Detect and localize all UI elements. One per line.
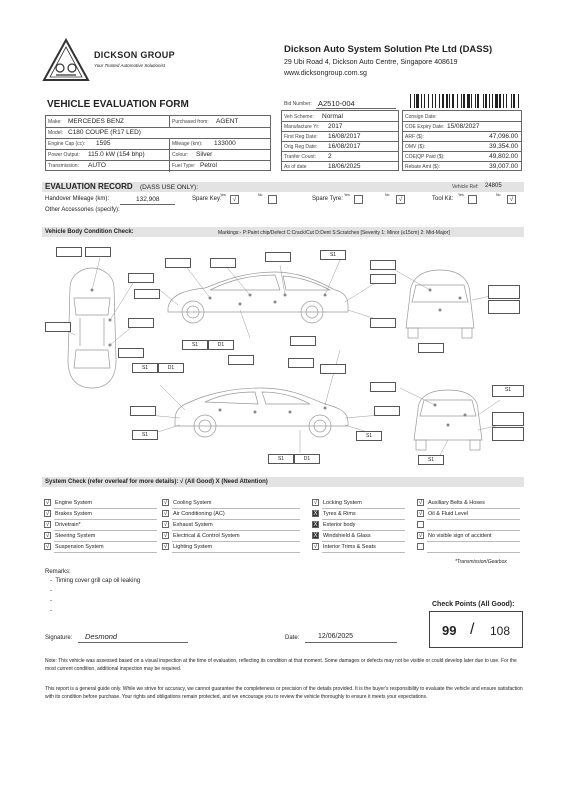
as-of-label: As of date — [284, 163, 307, 170]
coe-qp-value: 49,802.00 — [489, 152, 518, 160]
diagram-box[interactable] — [288, 358, 314, 368]
arf-label: ARF ($): — [405, 133, 424, 140]
evaluation-title-note: (DASS USE ONLY): — [140, 183, 199, 191]
diagram-box[interactable] — [228, 355, 254, 365]
note-1: Note: This vehicle was assessed based on a visual inspection at the time of evaluation, reflecting its condition at that moment. Some damages or defects may not be visible or could develop later due to use. For the most current condition, additional inspection may be required. — [45, 658, 517, 672]
system-check-label: Brakes System — [55, 510, 92, 517]
system-check-rule — [54, 541, 157, 542]
spare-key-yes-checkbox[interactable]: √ — [230, 195, 239, 204]
colour-label: Colour: — [172, 152, 189, 158]
financial-info — [402, 110, 522, 171]
engine-cap-value: 1595 — [96, 140, 111, 147]
handover-label: Handover Mileage (km): — [45, 196, 110, 202]
tool-kit-yes-checkbox[interactable] — [468, 195, 477, 204]
system-check-box[interactable]: √ — [418, 500, 423, 506]
diagram-box[interactable] — [128, 273, 154, 283]
veh-scheme-value: Normal — [322, 112, 343, 120]
damage-label-side2-right[interactable]: S1 — [356, 431, 382, 441]
diagram-box[interactable] — [492, 427, 524, 441]
omv-label: OMV ($): — [405, 143, 426, 150]
damage-label-side2-bottom-1[interactable]: S1 — [268, 454, 294, 464]
system-check-box[interactable]: √ — [45, 533, 50, 539]
diagram-box[interactable] — [320, 364, 346, 374]
diagram-box[interactable] — [488, 300, 520, 314]
system-check-label: Suspension System — [55, 543, 104, 550]
orig-reg-value: 16/08/2017 — [328, 142, 361, 150]
system-check-label: Electrical & Control System — [173, 532, 240, 539]
rebate-label: Rebate Amt ($): — [405, 163, 441, 170]
system-check-label: Exhaust System — [173, 521, 213, 528]
damage-label-side2-top-2[interactable]: D1 — [158, 363, 184, 373]
diagram-box[interactable] — [134, 289, 160, 299]
system-check-rule — [172, 541, 300, 542]
system-check-rule — [427, 519, 520, 520]
system-check-footnote: *Transmission/Gearbox — [455, 559, 507, 565]
diagram-box[interactable] — [418, 343, 444, 353]
body-check-markings: Markings:- P:Paint chip/Defect C:Crack/Cut D:Dent S:Scratches [Severity 1: Minor (≤15cm) 2: Mid-Major] — [218, 229, 450, 236]
vehicle-diagram — [40, 240, 525, 468]
consign-date-label: Consign Date: — [405, 113, 437, 120]
fuel-type-value: Petrol — [200, 162, 217, 169]
system-check-box[interactable]: √ — [163, 522, 168, 528]
barcode-bar — [475, 94, 476, 108]
diagram-box[interactable] — [118, 348, 144, 358]
company-website: www.dicksongroup.com.sg — [284, 70, 367, 77]
system-check-label: Windshield & Glass — [323, 532, 371, 539]
barcode-bar — [442, 94, 445, 108]
damage-label-side-bottom-1[interactable]: S1 — [182, 340, 208, 350]
engine-cap-label: Engine Cap (cc): — [48, 141, 86, 147]
car-front-view — [414, 390, 482, 450]
vehicle-ref-label: Vehicle Ref: — [452, 184, 479, 190]
damage-label-front-right[interactable]: S1 — [492, 385, 524, 397]
barcode-bar — [432, 94, 433, 108]
barcode-bar — [463, 94, 465, 108]
tool-kit-label: Tool Kit: — [432, 196, 454, 202]
signature-date: 12/06/2025 — [318, 633, 354, 640]
system-check-label: Auxiliary Belts & Hoses — [428, 499, 485, 506]
transmission-label: Transmission: — [48, 163, 79, 169]
vehicle-ref-value: 24805 — [485, 183, 502, 189]
system-check-box[interactable]: √ — [45, 500, 50, 506]
remarks-title: Remarks: — [45, 569, 71, 575]
transmission-value: AUTO — [88, 162, 106, 169]
barcode-bar — [483, 94, 484, 108]
system-check-box[interactable] — [417, 521, 424, 528]
diagram-box[interactable] — [492, 412, 524, 426]
barcode-bar — [489, 94, 490, 108]
spare-key-yes-label: Yes — [220, 193, 226, 197]
form-title: VEHICLE EVALUATION FORM — [47, 99, 189, 110]
system-check-box[interactable]: √ — [418, 511, 423, 517]
logo-text: DICKSON GROUP — [94, 50, 175, 60]
omv-value: 39,354.00 — [489, 142, 518, 150]
power-output-value: 115.0 kW (154 bhp) — [88, 151, 145, 158]
system-check-label: Lighting System — [173, 543, 213, 550]
remark-item: Timing cover grill cap oil leaking — [55, 578, 141, 584]
system-check-label: Steering System — [55, 532, 96, 539]
system-check-box[interactable]: X — [313, 511, 318, 517]
car-side-view-upper — [168, 272, 348, 323]
system-check-box[interactable]: √ — [45, 511, 50, 517]
barcode-bar — [492, 94, 493, 108]
damage-label-side2-left[interactable]: S1 — [132, 430, 158, 440]
manufacture-yr-value: 2017 — [328, 122, 343, 130]
system-check-rule — [322, 541, 405, 542]
body-check-title: Vehicle Body Condition Check: — [45, 228, 134, 235]
check-points-box — [429, 611, 523, 648]
system-check-rule — [322, 530, 405, 531]
barcode-bar — [499, 94, 501, 108]
system-check-rule — [427, 508, 520, 509]
purchased-from-value: AGENT — [216, 118, 239, 125]
diagram-box[interactable] — [130, 406, 156, 416]
as-of-value: 18/06/2025 — [328, 162, 361, 170]
orig-reg-label: Orig Reg Date: — [284, 143, 318, 150]
vehicle-info-left — [45, 115, 271, 171]
system-check-label: Air Conditioning (AC) — [173, 510, 225, 517]
barcode-bar — [477, 94, 479, 108]
system-check-rule — [54, 508, 157, 509]
spare-tyre-yes-checkbox[interactable] — [354, 195, 363, 204]
system-check-box[interactable]: √ — [313, 500, 318, 506]
spare-tyre-no-checkbox[interactable]: √ — [396, 195, 405, 204]
barcode-bar — [461, 94, 462, 108]
barcode-bar — [485, 94, 487, 108]
barcode-bar — [424, 94, 425, 108]
diagram-box[interactable] — [290, 336, 316, 346]
car-rear-view — [406, 270, 474, 338]
barcode-bar — [506, 94, 507, 108]
note-2: This report is a general guide only. While we strive for accuracy, we cannot guarantee the completeness or precision of the details provided. It is the buyer's responsibility to evaluate the vehicle and ensure satisfaction with its condition before purchase. Your rights and obligations remain protected, and we encourage you to review the vehicle thoroughly to ensure it meets your expectations. — [45, 686, 523, 700]
system-check-rule — [54, 552, 157, 553]
barcode — [410, 94, 520, 108]
arf-value: 47,096.00 — [489, 132, 518, 140]
model-label: Model: — [48, 130, 64, 136]
registration-info — [281, 110, 399, 171]
spare-tyre-label: Spare Tyre: — [312, 196, 343, 202]
system-check-rule — [427, 552, 520, 553]
barcode-bar — [457, 94, 458, 108]
purchased-from-label: Purchased from: — [172, 119, 209, 125]
coe-qp-label: COE|QP Paid ($): — [405, 153, 445, 160]
logo-tagline: Your Trusted Automotive Solutionist — [94, 63, 166, 68]
system-check-box[interactable]: √ — [45, 522, 50, 528]
diagram-box[interactable] — [85, 247, 111, 257]
other-accessories-label: Other Accessories (specify): — [45, 207, 120, 213]
diagram-box[interactable] — [265, 252, 291, 262]
system-check-box[interactable]: √ — [163, 511, 168, 517]
diagram-box[interactable] — [165, 258, 191, 268]
barcode-bar — [439, 94, 440, 108]
diagram-box[interactable] — [374, 406, 400, 416]
damage-label-side2-bottom-2[interactable]: D1 — [294, 454, 320, 464]
company-name: Dickson Auto System Solution Pte Ltd (DASS) — [284, 44, 493, 55]
spare-key-no-label: No — [258, 193, 263, 197]
system-check-box[interactable]: √ — [163, 500, 168, 506]
diagram-box[interactable] — [370, 260, 396, 270]
system-check-label: Locking System — [323, 499, 362, 506]
check-points-score: 99 — [442, 623, 457, 638]
car-top-view — [68, 268, 116, 388]
spare-tyre-yes-label: Yes — [344, 193, 350, 197]
car-side-view-lower — [175, 388, 348, 437]
system-check-box[interactable]: X — [313, 533, 318, 539]
spare-tyre-no-label: No — [385, 193, 390, 197]
system-check-rule — [322, 552, 405, 553]
system-check-box[interactable]: X — [313, 522, 318, 528]
diagram-box[interactable] — [45, 322, 71, 332]
transfer-count-label: Tranfer Count: — [284, 153, 317, 160]
barcode-bar — [518, 94, 519, 108]
model-value: C180 COUPE (R17 LED) — [68, 129, 141, 136]
system-check-label: Engine System — [55, 499, 92, 506]
system-check-box[interactable] — [417, 543, 424, 550]
colour-value: Silver — [196, 151, 213, 158]
diagram-box[interactable] — [56, 247, 82, 257]
system-check-rule — [172, 508, 300, 509]
spare-key-no-checkbox[interactable] — [268, 195, 277, 204]
tool-kit-yes-label: Yes — [458, 193, 464, 197]
barcode-bar — [467, 94, 470, 108]
system-check-title: System Check (refer overleaf for more details): √ (All Good) X (Need Attention) — [45, 478, 268, 485]
damage-label-front-bottom[interactable]: S1 — [418, 455, 444, 465]
system-check-rule — [54, 530, 157, 531]
transfer-count-value: 2 — [328, 152, 332, 160]
signature-name: Desmond — [85, 632, 118, 641]
system-check-box[interactable]: √ — [163, 533, 168, 539]
check-points-title: Check Points (All Good): — [432, 601, 515, 608]
system-check-box[interactable]: √ — [45, 544, 50, 550]
barcode-bar — [503, 94, 504, 108]
system-check-label: Exterior body — [323, 521, 356, 528]
date-label: Date: — [285, 635, 300, 641]
tool-kit-no-label: No — [496, 193, 501, 197]
signature-label: Signature: — [45, 635, 73, 641]
diagram-box[interactable] — [210, 258, 236, 268]
company-address: 29 Ubi Road 4, Dickson Auto Centre, Singapore 408619 — [284, 59, 458, 66]
bid-number-label: Bid Number: — [284, 101, 312, 107]
system-check-label: Oil & Fluid Level — [428, 510, 469, 517]
make-label: Make: — [48, 119, 62, 125]
diagram-box[interactable] — [488, 285, 520, 299]
barcode-bar — [471, 94, 472, 108]
coe-expiry-label: COE Expiry Date: — [405, 123, 445, 130]
mileage-value: 133000 — [214, 140, 236, 147]
rebate-value: 39,007.00 — [489, 162, 518, 170]
system-check-label: Tyres & Rims — [323, 510, 356, 517]
system-check-rule — [172, 530, 300, 531]
barcode-bar — [452, 94, 454, 108]
company-logo — [42, 38, 192, 84]
system-check-box[interactable]: √ — [418, 533, 423, 539]
check-points-total: 108 — [490, 624, 511, 638]
system-check-label: Drivetrain* — [55, 521, 81, 528]
system-check-rule — [172, 552, 300, 553]
diagram-box[interactable] — [370, 274, 396, 284]
damage-label-side2-top-1[interactable]: S1 — [132, 363, 158, 373]
fuel-type-label: Fuel Type: — [172, 163, 196, 169]
system-check-rule — [172, 519, 300, 520]
system-check-rule — [427, 530, 520, 531]
barcode-bar — [449, 94, 450, 108]
remarks-list: - Timing cover grill cap oil leaking - - - — [50, 578, 141, 614]
spare-key-label: Spare Key: — [192, 196, 222, 202]
system-check-label: Interior Trims & Seats — [323, 543, 376, 550]
system-check-rule — [427, 541, 520, 542]
barcode-bar — [513, 94, 515, 108]
system-check-rule — [322, 508, 405, 509]
tool-kit-no-checkbox[interactable]: √ — [507, 195, 516, 204]
system-check-rule — [322, 519, 405, 520]
diagram-box[interactable] — [128, 318, 154, 328]
evaluation-title: EVALUATION RECORD — [45, 182, 133, 191]
damage-label-side-top[interactable]: S1 — [320, 250, 346, 260]
handover-value: 132,908 — [136, 195, 160, 203]
barcode-bar — [446, 94, 448, 108]
veh-scheme-label: Veh Scheme: — [284, 113, 314, 120]
first-reg-value: 16/08/2017 — [328, 132, 361, 140]
system-check-rule — [54, 519, 157, 520]
system-check-box[interactable]: √ — [313, 544, 318, 550]
barcode-bar — [511, 94, 512, 108]
check-points-slash: / — [470, 621, 475, 638]
system-check-box[interactable]: √ — [163, 544, 168, 550]
barcode-bar — [416, 94, 419, 108]
diagram-box[interactable] — [370, 382, 396, 392]
system-check-grid — [42, 498, 524, 556]
bid-number-value: A2510-004 — [318, 99, 355, 108]
make-value: MERCEDES BENZ — [68, 118, 124, 125]
barcode-bar — [410, 94, 411, 108]
damage-label-side-bottom-2[interactable]: D1 — [208, 340, 234, 350]
diagram-box[interactable] — [370, 318, 396, 328]
barcode-bar — [435, 94, 437, 108]
system-check-label: No visible sign of accident — [428, 532, 492, 539]
barcode-bar — [414, 94, 415, 108]
manufacture-yr-label: Manufacture Yr: — [284, 123, 320, 130]
coe-expiry-value: 15/08/2027 — [447, 122, 480, 130]
barcode-bar — [428, 94, 429, 108]
power-output-label: Power Output: — [48, 152, 80, 158]
first-reg-label: First Reg Date: — [284, 133, 318, 140]
barcode-bar — [495, 94, 498, 108]
dickson-logo-icon — [42, 38, 90, 82]
mileage-label: Mileage (km): — [172, 141, 203, 147]
barcode-bar — [421, 94, 423, 108]
system-check-label: Cooling System — [173, 499, 212, 506]
